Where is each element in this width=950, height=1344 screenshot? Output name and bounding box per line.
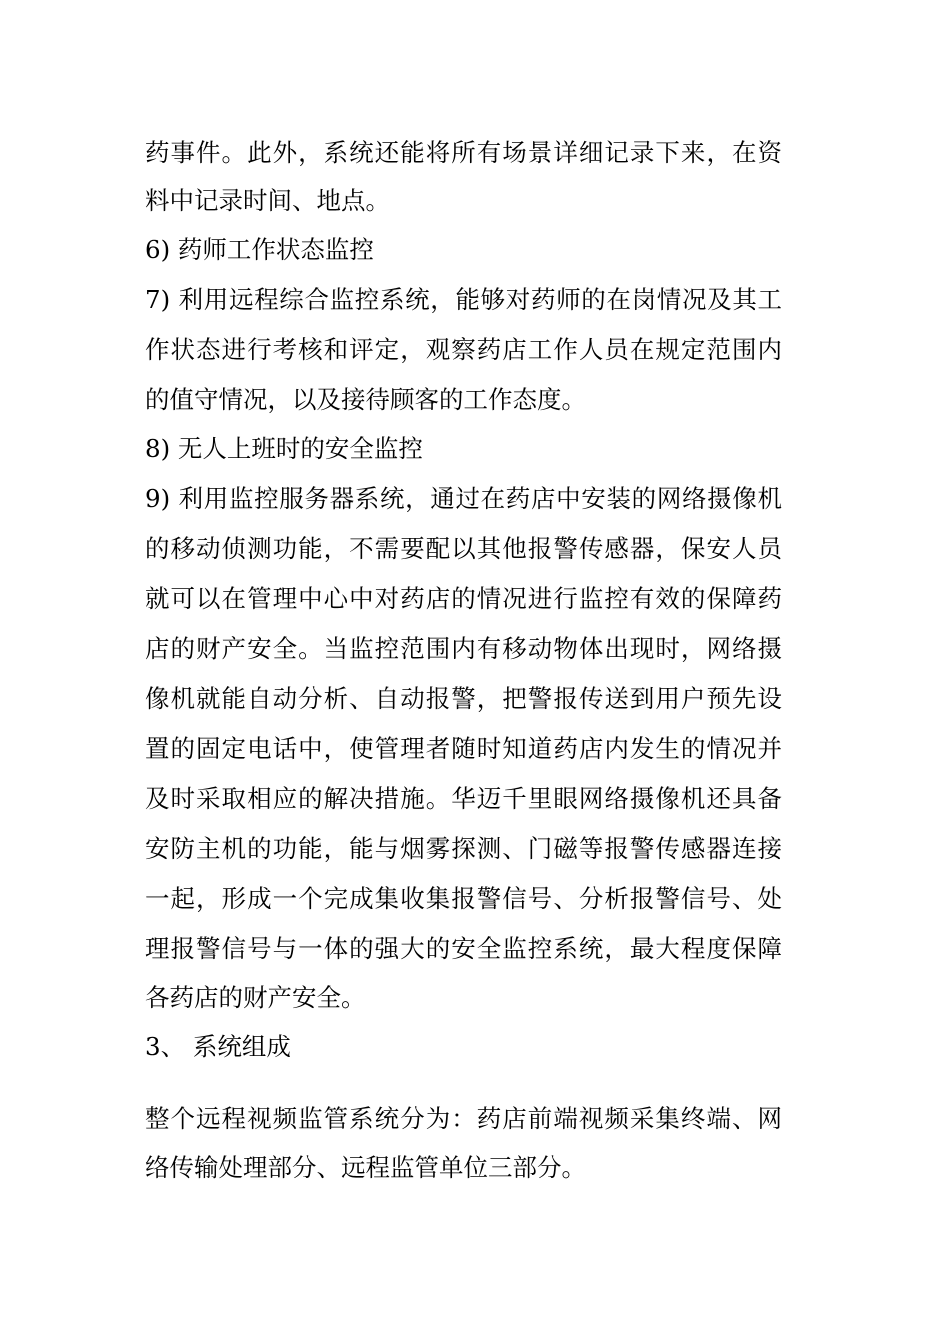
section-heading: 3、 系统组成 (145, 1032, 291, 1061)
section-heading: 8) 无人上班时的安全监控 (145, 434, 423, 463)
paragraph-line: 各药店的财产安全。 (145, 983, 366, 1012)
paragraph-line: 的移动侦测功能，不需要配以其他报警传感器，保安人员 (145, 534, 782, 563)
paragraph-line: 的值守情况，以及接待顾客的工作态度。 (145, 385, 586, 414)
paragraph-line: 像机就能自动分析、自动报警，把警报传送到用户预先设 (145, 684, 782, 713)
paragraph-line: 整个远程视频监管系统分为：药店前端视频采集终端、网 (145, 1104, 782, 1133)
paragraph-line: 料中记录时间、地点。 (145, 186, 390, 215)
paragraph-line: 一起，形成一个完成集收集报警信号、分析报警信号、处 (145, 884, 782, 913)
section-heading: 6) 药师工作状态监控 (145, 235, 374, 264)
paragraph-line: 置的固定电话中，使管理者随时知道药店内发生的情况并 (145, 734, 782, 763)
paragraph-line: 理报警信号与一体的强大的安全监控系统，最大程度保障 (145, 934, 782, 963)
paragraph-line: 9) 利用监控服务器系统，通过在药店中安装的网络摄像机 (145, 484, 782, 513)
paragraph-line: 及时采取相应的解决措施。华迈千里眼网络摄像机还具备 (145, 784, 782, 813)
paragraph-line: 7) 利用远程综合监控系统，能够对药师的在岗情况及其工 (145, 285, 782, 314)
paragraph-line: 作状态进行考核和评定，观察药店工作人员在规定范围内 (145, 335, 782, 364)
paragraph-line: 药事件。此外，系统还能将所有场景详细记录下来，在资 (145, 138, 782, 167)
paragraph-line: 就可以在管理中心中对药店的情况进行监控有效的保障药 (145, 584, 782, 613)
paragraph-line: 安防主机的功能，能与烟雾探测、门磁等报警传感器连接 (145, 834, 782, 863)
paragraph-line: 店的财产安全。当监控范围内有移动物体出现时，网络摄 (145, 634, 782, 663)
paragraph-line: 络传输处理部分、远程监管单位三部分。 (145, 1153, 586, 1182)
